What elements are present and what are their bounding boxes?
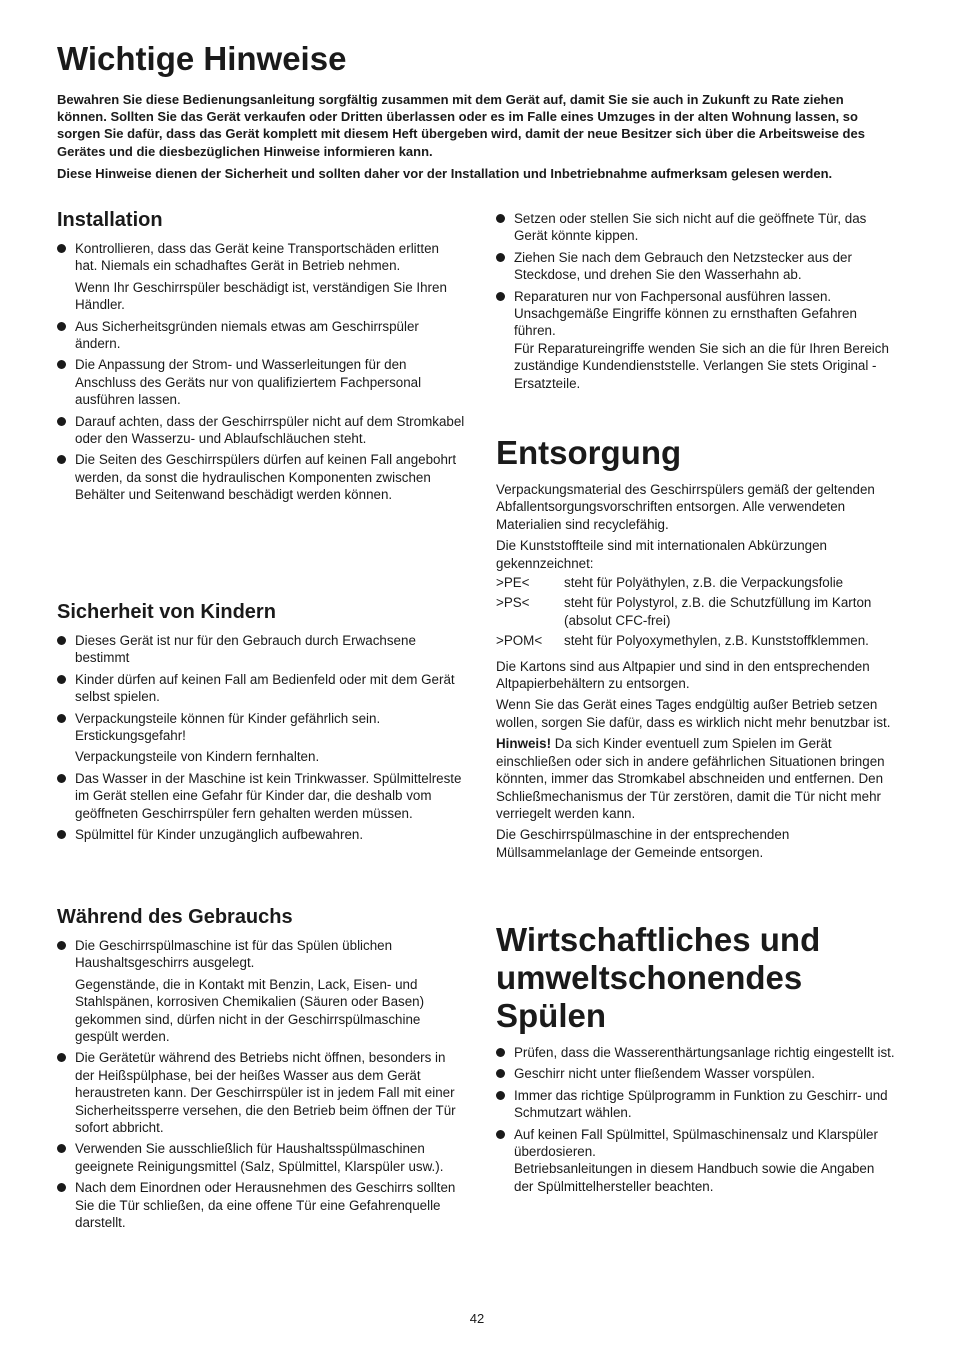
list-item (496, 249, 896, 284)
bullet-icon (57, 636, 66, 645)
bullet-icon (57, 675, 66, 684)
gebrauch-list-continued (496, 210, 896, 396)
list-item-text: Dieses Gerät ist nur für den Gebrauch durch Erwachsene bestimmt (75, 633, 416, 666)
list-item (496, 1065, 896, 1082)
list-item (496, 1126, 896, 1196)
list-item-text: Darauf achten, dass der Geschirrspüler nicht auf dem Stromkabel oder den Wasserzu- und Ablaufschläuchen steht. (75, 413, 465, 447)
list-item-text: Spülmittel für Kinder unzugänglich aufbewahren. (75, 827, 364, 843)
list-item-text: Auf keinen Fall Spülmittel, Spülmaschinensalz und Klarspüler überdosieren. Betriebsanleitungen in diesem Handbuch sowie die Angaben der Spülmittelhersteller beachten. (514, 1126, 878, 1194)
bullet-icon (57, 455, 66, 464)
abbreviation-row (496, 574, 896, 591)
list-item-text: Verpackungsteile von Kindern fernhalten. (75, 749, 320, 765)
kinder-heading: Sicherheit von Kindern (57, 601, 276, 623)
gebrauch-list (57, 937, 465, 1236)
wirtschaft-heading: Wirtschaftliches und umweltschonendes Spülen (496, 921, 821, 1034)
kinder-list (57, 632, 465, 847)
list-item (496, 288, 896, 392)
bullet-icon (57, 774, 66, 783)
bullet-icon (57, 941, 66, 950)
list-item (57, 1049, 465, 1136)
list-item-text: Gegenstände, die in Kontakt mit Benzin, Lack, Eisen- und Stahlspänen, korrosiven Chemikalien (Säuren oder Basen) gekommen sind, dürfen nicht in der Geschirrspülmaschine gespült werden. (75, 976, 425, 1045)
gebrauch-heading: Während des Gebrauchs (57, 906, 293, 928)
list-item-text: Die Anpassung der Strom- und Wasserleitungen für den Anschluss des Geräts nur von qualifiziertem Fachpersonal ausführen lassen. (75, 357, 422, 408)
bullet-icon (496, 1069, 505, 1078)
abbreviation-table (496, 574, 896, 650)
bullet-icon (496, 1130, 505, 1139)
list-item-text: Immer das richtige Spülprogramm in Funktion zu Geschirr- und Schmutzart wählen. (514, 1087, 888, 1121)
entsorgung-heading: Entsorgung (496, 434, 682, 471)
list-item-text: Die Seiten des Geschirrspülers dürfen auf keinen Fall angebohrt werden, da sonst die hydraulischen Komponenten zwischen Behälter und Seitenwand beschädigt werden können. (75, 452, 457, 503)
bullet-icon (496, 1048, 505, 1057)
list-item-text: Reparaturen nur von Fachpersonal ausführen lassen. Unsachgemäße Eingriffe können zu ernsthaften Gefahren führen. Für Reparatureingriffe wenden Sie sich an die für Ihren Bereich zuständige Kundendienststelle. Verlangen Sie stets Original -Ersatzteile. (514, 288, 889, 391)
list-item (57, 710, 465, 766)
list-item (57, 356, 465, 408)
list-item-text: Verwenden Sie ausschließlich für Haushaltsspülmaschinen geeignete Reinigungsmittel (Salz, Spülmittel, Klarspüler usw.). (75, 1141, 444, 1174)
bullet-icon (496, 292, 505, 301)
list-item-text: Die Geschirrspülmaschine ist für das Spülen üblichen Haushaltsgeschirrs ausgelegt. (75, 938, 393, 971)
page-number: 42 (469, 1311, 485, 1326)
abbreviation-description: steht für Polystyrol, z.B. die Schutzfüllung im Karton (absolut CFC-frei) (564, 595, 872, 628)
installation-heading: Installation (57, 209, 163, 231)
abbreviation-code: >PS< (496, 595, 530, 611)
list-item-text: Ziehen Sie nach dem Gebrauch den Netzstecker aus der Steckdose, und drehen Sie den Wasserhahn ab. (514, 249, 852, 283)
bullet-icon (496, 214, 505, 223)
entsorgung-paragraph: Die Kunststoffteile sind mit internationalen Abkürzungen gekennzeichnet: (496, 538, 827, 571)
list-item (57, 413, 465, 448)
list-item (57, 1140, 465, 1175)
wirtschaft-list (496, 1044, 896, 1199)
list-item (57, 318, 465, 353)
abbreviation-row (496, 632, 896, 649)
hinweis-text: Da sich Kinder eventuell zum Spielen im Gerät einschließen oder sich in andere gefährlichen Situationen bringen könnten, immer das Stromkabel abschneiden und entfernen. Den Schließmechanismus der Tür zerstören, damit die Tür nicht mehr verriegelt werden kann. (496, 736, 885, 821)
bullet-icon (57, 830, 66, 839)
list-item-text: Geschirr nicht unter fließendem Wasser vorspülen. (514, 1066, 815, 1082)
entsorgung-paragraph: Die Kartons sind aus Altpapier und sind in den entsprechenden Altpapierbehältern zu entsorgen. (496, 658, 870, 692)
bullet-icon (57, 1053, 66, 1062)
installation-list (57, 240, 465, 508)
entsorgung-paragraph: Die Geschirrspülmaschine in der entsprechenden Müllsammelanlage der Gemeinde entsorgen. (496, 827, 790, 860)
abbreviation-code: >POM< (496, 633, 543, 649)
list-item (57, 770, 465, 822)
entsorgung-paragraph: Wenn Sie das Gerät eines Tages endgültig außer Betrieb setzen wollen, sorgen Sie dafür, dass es wirklich nicht mehr benutzbar ist. (496, 697, 891, 730)
abbreviation-row (496, 594, 896, 629)
intro-paragraph: Diese Hinweise dienen der Sicherheit und sollten daher vor der Installation und Inbetriebnahme aufmerksam gelesen werden. (57, 165, 833, 181)
bullet-icon (57, 322, 66, 331)
bullet-icon (57, 1183, 66, 1192)
bullet-icon (496, 253, 505, 262)
abbreviation-code: >PE< (496, 575, 530, 591)
list-item (57, 451, 465, 503)
list-item (496, 1087, 896, 1122)
list-item (496, 210, 896, 245)
list-item (57, 1179, 465, 1231)
list-item-text: Wenn Ihr Geschirrspüler beschädigt ist, verständigen Sie Ihren Händler. (75, 279, 447, 313)
list-item-text: Verpackungsteile können für Kinder gefährlich sein. Erstickungsgefahr! (75, 710, 381, 744)
entsorgung-paragraph: Verpackungsmaterial des Geschirrspülers gemäß der geltenden Abfallentsorgungsvorschriften entsorgen. Alle verwendeten Materialien sind recyclefähig. (496, 482, 875, 532)
entsorgung-body (496, 481, 896, 865)
list-item-text: Nach dem Einordnen oder Herausnehmen des Geschirrs sollten Sie die Tür schließen, da eine offene Tür eine Gefahrenquelle darstellt. (75, 1180, 456, 1231)
list-item-text: Die Gerätetür während des Betriebs nicht öffnen, besonders in der Heißspülphase, bei der heißes Wasser aus dem Gerät heraustreten kann. Der Geschirrspüler ist in jedem Fall mit einer Sicherheitssperre versehen, die den Betrieb beim öffnen der Tür sofort abbricht. (75, 1050, 456, 1136)
abbreviation-description: steht für Polyäthylen, z.B. die Verpackungsfolie (564, 575, 844, 591)
page-title: Wichtige Hinweise (57, 40, 347, 77)
hinweis-label: Hinweis! (496, 736, 552, 752)
list-item (57, 826, 465, 843)
list-item (496, 1044, 896, 1061)
list-item (57, 632, 465, 667)
bullet-icon (496, 1091, 505, 1100)
bullet-icon (57, 417, 66, 426)
list-item-text: Kinder dürfen auf keinen Fall am Bedienfeld oder mit dem Gerät selbst spielen. (75, 671, 455, 705)
bullet-icon (57, 244, 66, 253)
list-item-text: Das Wasser in der Maschine ist kein Trinkwasser. Spülmittelreste im Gerät stellen eine Gefahr für Kinder dar, die deshalb vom geöffneten Geschirrspüler fern gehalten werden müssen. (75, 770, 462, 821)
bullet-icon (57, 1144, 66, 1153)
list-item (57, 937, 465, 1045)
hinweis-paragraph (496, 735, 896, 822)
bullet-icon (57, 714, 66, 723)
intro (57, 91, 889, 187)
list-item-text: Aus Sicherheitsgründen niemals etwas am Geschirrspüler ändern. (75, 318, 419, 352)
list-item (57, 240, 465, 314)
bullet-icon (57, 360, 66, 369)
list-item-text: Prüfen, dass die Wasserenthärtungsanlage richtig eingestellt ist. (514, 1045, 895, 1060)
list-item (57, 671, 465, 706)
abbreviation-description: steht für Polyoxymethylen, z.B. Kunststoffklemmen. (564, 633, 869, 649)
list-item-text: Kontrollieren, dass das Gerät keine Transportschäden erlitten hat. Niemals ein schadhaftes Gerät in Betrieb nehmen. (75, 241, 439, 274)
intro-paragraph: Bewahren Sie diese Bedienungsanleitung sorgfältig zusammen mit dem Gerät auf, damit Sie sie auch in Zukunft zu Rate ziehen können. Sollten Sie das Gerät verkaufen oder Dritten überlassen oder es im Falle eines Umzuges in der alten Wohnung lassen, so sorgen Sie dafür, dass das Gerät komplett mit diesem Heft übergeben wird, damit der neue Besitzer sich über die Arbeitsweise des Gerätes und die diesbezüglichen Hinweise informieren kann. (57, 92, 865, 159)
list-item-text: Setzen oder stellen Sie sich nicht auf die geöffnete Tür, das Gerät könnte kippen. (514, 211, 867, 244)
